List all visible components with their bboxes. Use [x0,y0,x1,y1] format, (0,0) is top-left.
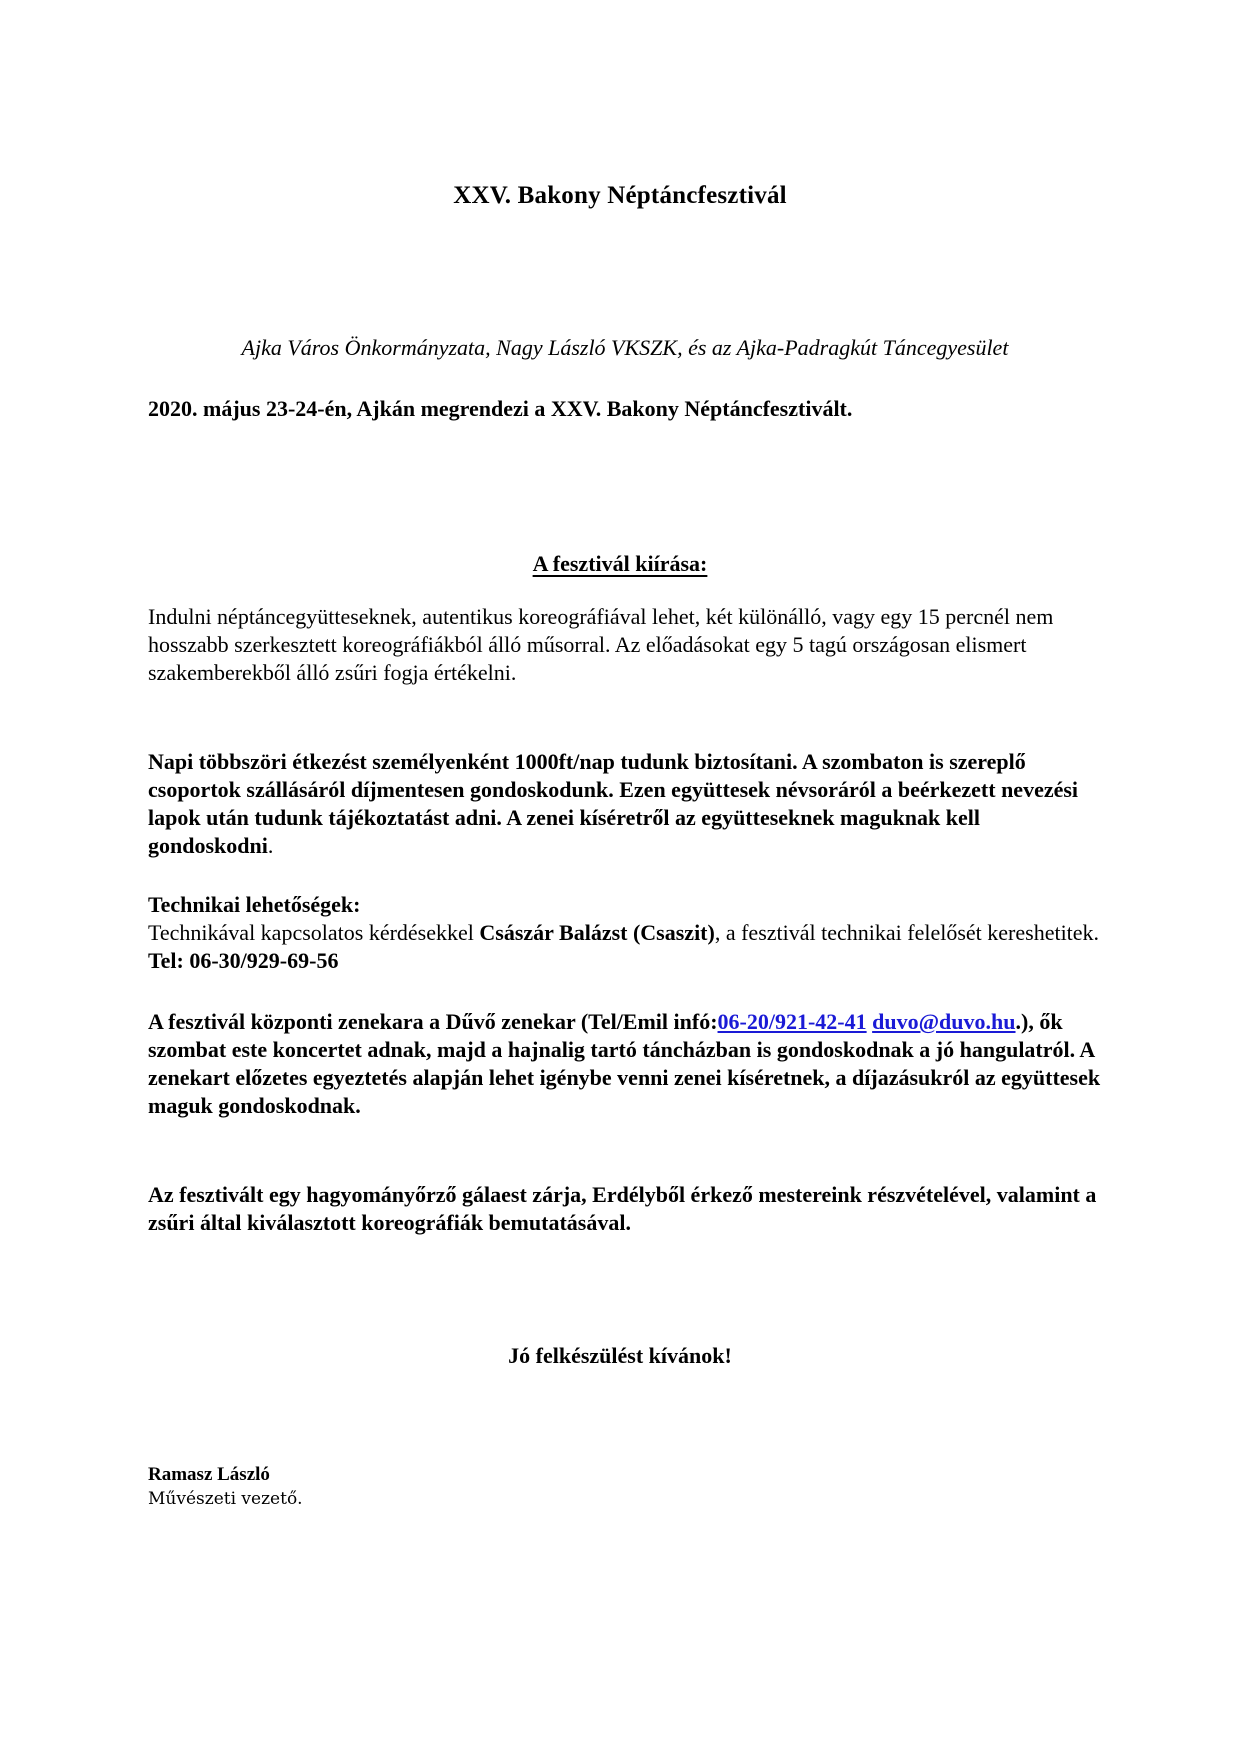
closing-line: Jó felkészülést kívánok! [508,1343,732,1368]
gala-paragraph: Az fesztivált egy hagyományőrző gálaest zárja, Erdélyből érkező mestereink részvételével, valamint a zsűri által kiválasztott koreográfiák bemutatásával. [148,1182,1097,1235]
tech-text-1: Technikával kapcsolatos kérdésekkel [148,920,480,945]
signature-name: Ramasz László [148,1464,270,1485]
tech-paragraph [148,919,1108,975]
intro-paragraph: Indulni néptáncegyütteseknek, autentikus koreográfiával lehet, két különálló, vagy egy 15 percnél nem hosszabb szerkesztett koreográfiákból álló műsorral. Az előadásokat egy 5 tagú országosan elismert szakemberekből álló zsűri fogja értékelni. [148,604,1054,685]
band-text-2: .), ők szombat este koncertet adnak, majd a hajnalig tartó táncházban is gondoskodnak a jó hangulatról. A zenekart előzetes egyeztetés alapján lehet igénybe venni zenei kíséretnek, a díjazásukról az együttesek maguk gondoskodnak. [148,1009,1101,1118]
date-announcement: 2020. május 23-24-én, Ajkán megrendezi a XXV. Bakony Néptáncfesztivált. [148,396,853,421]
tech-text-2: , a fesztivál technikai felelősét kereshetitek. [714,920,1100,945]
band-text-1: A fesztivál központi zenekara a Dűvő zenekar (Tel/Emil infó: [148,1009,718,1034]
tech-phone: Tel: 06-30/929-69-56 [148,948,339,973]
meals-paragraph [148,748,1108,860]
band-email-link[interactable]: duvo@duvo.hu [872,1009,1016,1034]
meals-paragraph-text: Napi többszöri étkezést személyenként 1000ft/nap tudunk biztosítani. A szombaton is szereplő csoportok szállásáról díjmentesen gondoskodunk. Ezen együttesek névsoráról a beérkezett nevezési lapok után tudunk tájékoztatást adni. A zenei kíséretről az együtteseknek maguknak kell gondoskodni [148,749,1079,858]
page-title: XXV. Bakony Néptáncfesztivál [453,182,787,209]
organizers-line: Ajka Város Önkormányzata, Nagy László VKSZK, és az Ajka-Padragkút Táncegyesület [241,335,1009,360]
section-heading: A fesztivál kiírása: [532,551,708,576]
signature-role: Művészeti vezető. [148,1489,303,1509]
tech-contact-name: Császár Balázst (Csaszit) [479,920,715,945]
band-paragraph [148,1008,1108,1120]
meals-paragraph-end: . [267,833,274,858]
tech-section [148,891,1108,975]
band-phone-link[interactable]: 06-20/921-42-41 [717,1009,867,1034]
tech-heading: Technikai lehetőségek: [148,892,361,917]
